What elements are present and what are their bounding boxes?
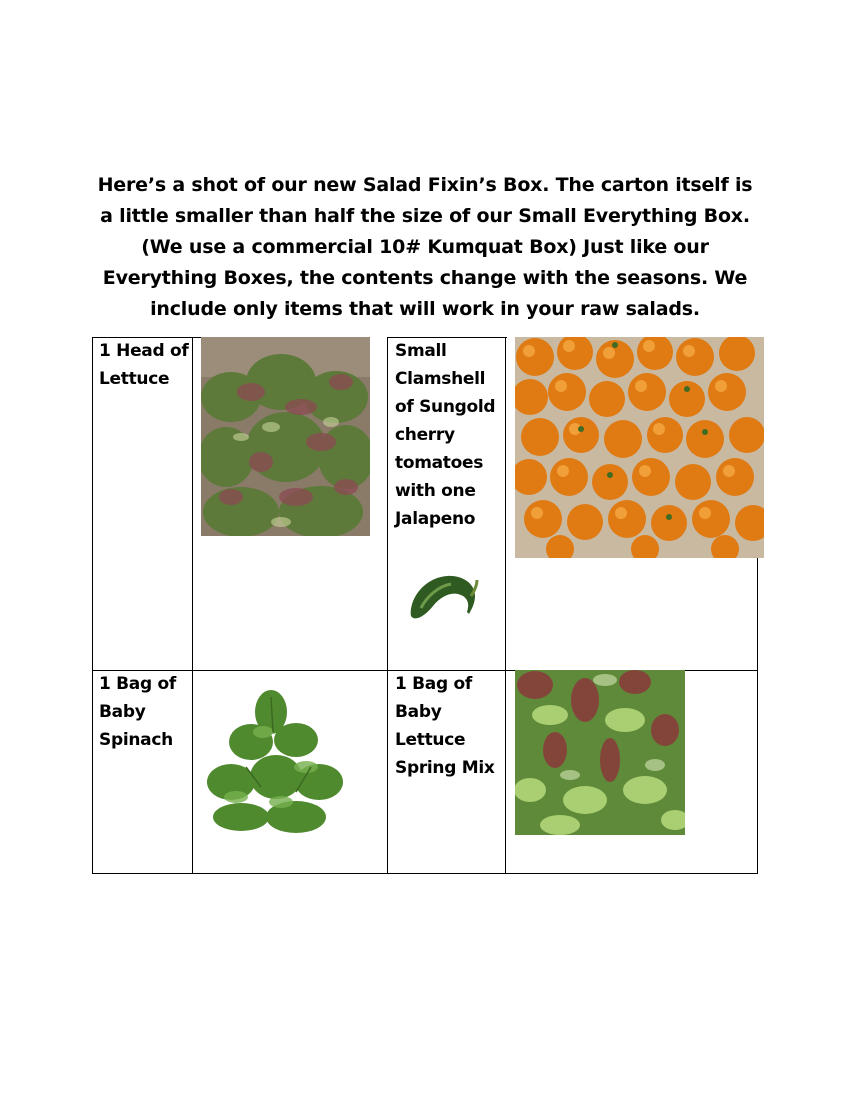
table-border-right <box>757 557 758 874</box>
spring-mix-label: 1 Bag of Baby Lettuce Spring Mix <box>395 674 495 778</box>
lettuce-label: 1 Head of Lettuce <box>99 341 189 389</box>
baby-spinach-photo <box>201 672 349 845</box>
lettuce-spring-mix-photo <box>515 670 685 835</box>
table-divider-col3 <box>505 337 506 874</box>
intro-paragraph: Here’s a shot of our new Salad Fixin’s Box. The carton itself is a little smaller than half the size of our Small Everything Box. (We use a commercial 10# Kumquat Box) Just like our Everything Boxes, the contents change with the seasons. We include only items that will work in your raw salads. <box>97 174 753 320</box>
tomatoes-label: Small Clamshell of Sungold cherry tomatoes with one Jalapeno <box>395 341 496 529</box>
table-border-bottom <box>92 873 758 874</box>
red-leaf-lettuce-photo <box>201 337 370 536</box>
spinach-label: 1 Bag of Baby Spinach <box>99 674 176 750</box>
table-divider-col2 <box>387 337 388 874</box>
jalapeno-pepper-photo <box>405 570 481 627</box>
box-contents-table <box>92 337 758 874</box>
table-border-left <box>92 337 93 874</box>
table-divider-col1 <box>192 337 193 874</box>
sungold-cherry-tomatoes-photo <box>515 337 764 558</box>
